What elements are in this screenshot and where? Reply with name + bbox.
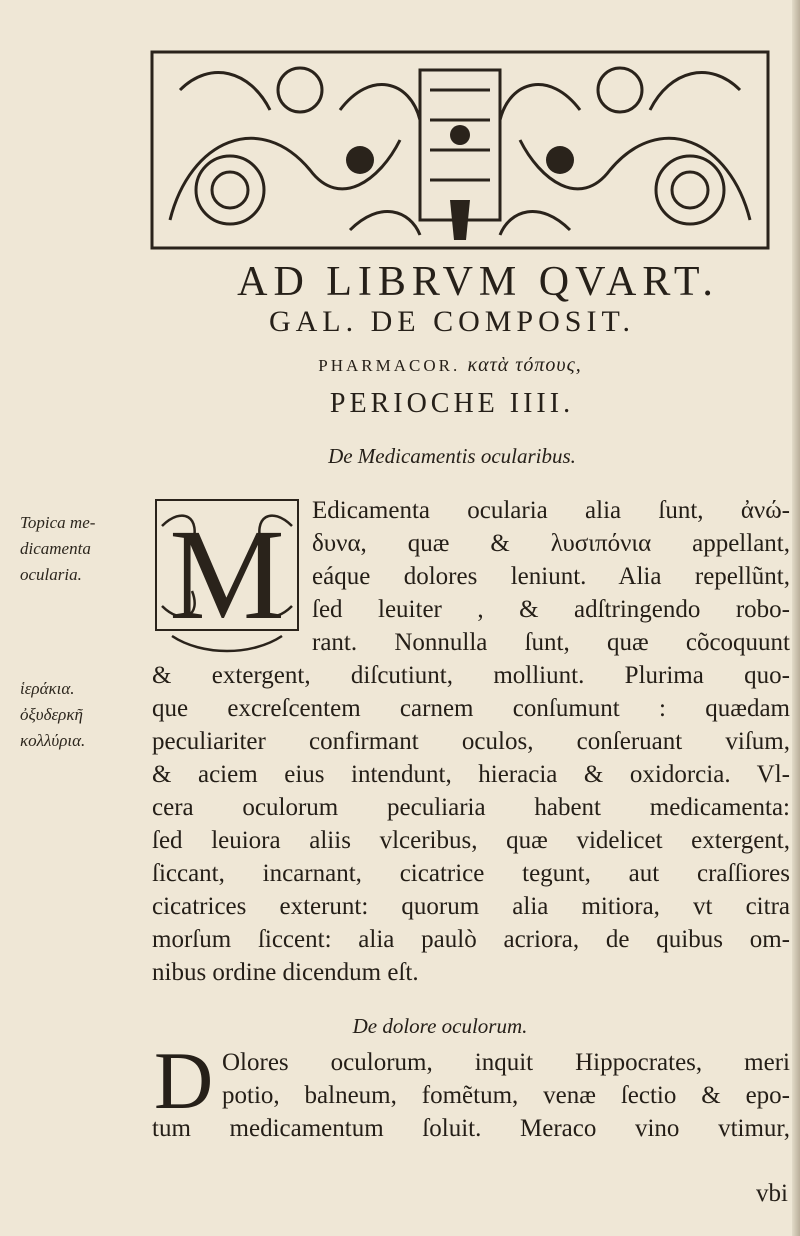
text-line: tum medicamentum ſoluit. Meraco vino vtimur, [152, 1115, 790, 1142]
ornamental-headpiece [150, 50, 770, 250]
title-line-2: GAL. DE COMPOSIT. [268, 305, 636, 338]
text-line: que excreſcentem carnem conſumunt : quædam [152, 695, 790, 722]
text-line: nibus ordine dicendum eſt. [152, 959, 419, 986]
margin-note-line: κολλύρια. [20, 731, 86, 750]
margin-note-2 [20, 676, 85, 754]
dropcap-letter-d: D [154, 1035, 214, 1126]
margin-note-line: ἱεράκια. [20, 679, 75, 698]
text-line: δυνα, quæ & λυσιπόνια appellant, [312, 530, 790, 557]
text-line: potio, balneum, fomẽtum, venæ ſectio & epo- [222, 1082, 790, 1109]
text-line: ſed leuiter , & adſtringendo robo- [312, 596, 790, 623]
catchword: vbi [756, 1180, 788, 1207]
text-line: peculiariter confirmant oculos, conſeruant viſum, [152, 728, 790, 755]
text-line: morſum ſiccent: alia paulò acriora, de quibus om- [152, 926, 790, 953]
page-edge [792, 0, 800, 1236]
margin-note-line: ocularia. [20, 565, 82, 584]
text-line: ſed leuiora aliis vlceribus, quæ videlicet extergent, [152, 827, 790, 854]
text-line: & extergent, diſcutiunt, molliunt. Plurima quo- [152, 662, 790, 689]
margin-note-line: dicamenta [20, 539, 91, 558]
margin-note-line: Topica me- [20, 513, 96, 532]
title-line-3 [0, 354, 800, 377]
paragraph-2 [152, 1035, 790, 1145]
text-line: Olores oculorum, inquit Hippocrates, meri [222, 1049, 790, 1076]
title-line-3-greek: κατὰ τόπους, [467, 354, 582, 376]
subheading-dolore: De dolore oculorum. [352, 1014, 528, 1038]
title-line-4: PERIOCHE IIII. [329, 388, 575, 419]
paragraph-1 [152, 494, 790, 989]
title-line-3-latin: PHARMACOR. [318, 356, 461, 375]
text-line: cicatrices exterunt: quorum alia mitiora, vt citra [152, 893, 790, 920]
text-line: cera oculorum peculiaria habent medicamenta: [152, 794, 790, 821]
text-line: rant. Nonnulla ſunt, quæ cõcoquunt [312, 629, 790, 656]
title-line-1: AD LIBRVM QVART. [237, 259, 719, 305]
margin-note-1 [20, 510, 95, 588]
text-line: & aciem eius intendunt, hieracia & oxidorcia. Vl- [152, 761, 790, 788]
margin-note-line: ὀξυδερκῆ [20, 705, 83, 724]
text-line: ſiccant, incarnant, cicatrice tegunt, aut craſſiores [152, 860, 790, 887]
dropcap-letter-m: M [169, 503, 285, 647]
text-line: Edicamenta ocularia alia ſunt, ἀνώ- [312, 497, 790, 524]
section-heading: De Medicamentis ocularibus. [328, 444, 576, 468]
text-line: eáque dolores leniunt. Alia repellũnt, [312, 563, 790, 590]
